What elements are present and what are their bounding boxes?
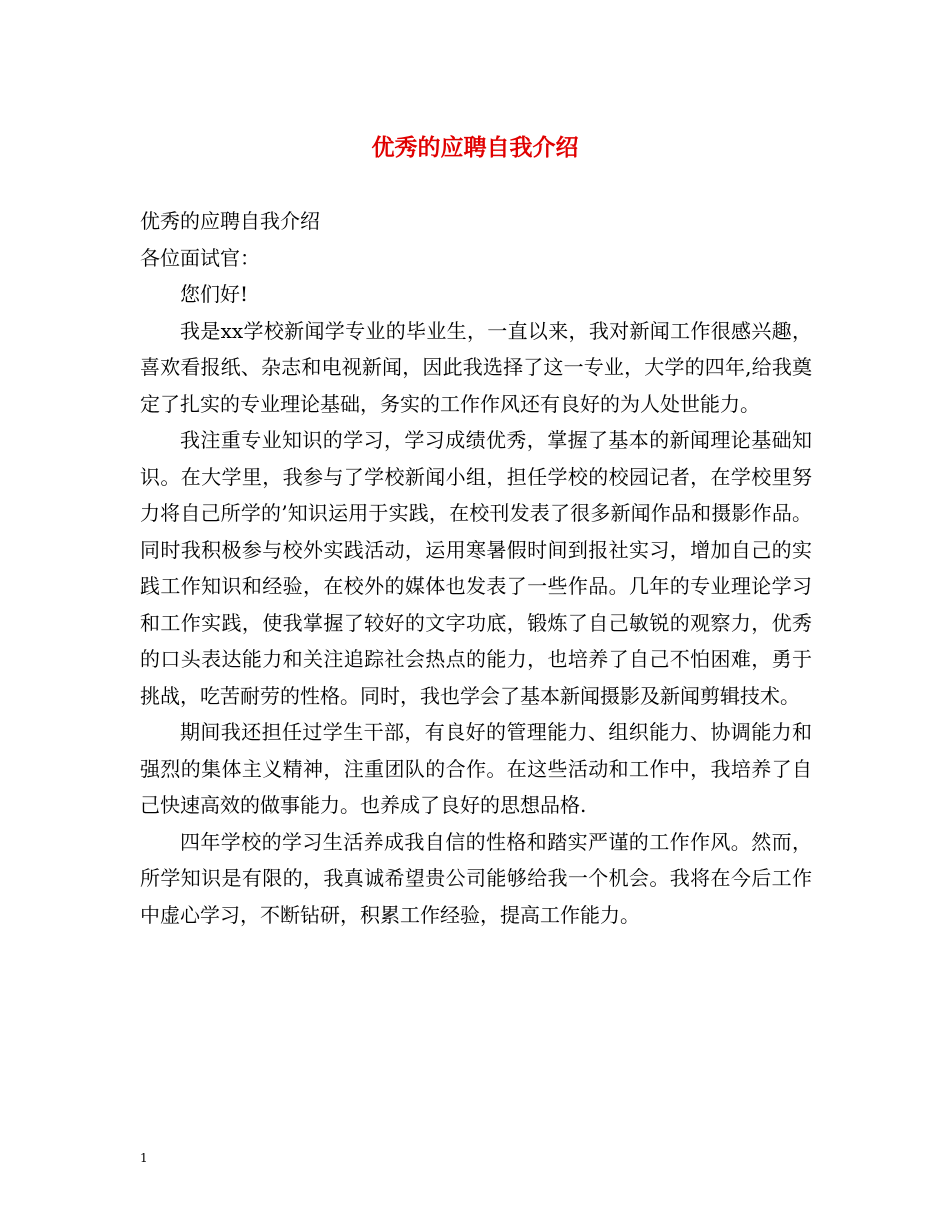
paragraph-1: 我是xx学校新闻学专业的毕业生，一直以来，我对新闻工作很感兴趣，喜欢看报纸、杂志和电视新闻，因此我选择了这一专业，大学的四年,给我奠定了扎实的专业理论基础，务实的工作作风还有良好的为人处世能力。 bbox=[140, 318, 812, 416]
paragraph-4: 四年学校的学习生活养成我自信的性格和踏实严谨的工作作风。然而，所学知识是有限的，我真诚希望贵公司能够给我一个机会。我将在今后工作中虚心学习，不断钻研，积累工作经验，提高工作能力。 bbox=[140, 829, 812, 927]
greeting: 您们好! bbox=[180, 282, 249, 306]
paragraph-2: 我注重专业知识的学习，学习成绩优秀，掌握了基本的新闻理论基础知识。在大学里，我参与了学校新闻小组，担任学校的校园记者，在学校里努力将自己所学的’知识运用于实践，在校刊发表了很多新闻作品和摄影作品。同时我积极参与校外实践活动，运用寒暑假时间到报社实习，增加自己的实践工作知识和经验，在校外的媒体也发表了一些作品。几年的专业理论学习和工作实践，使我掌握了较好的文字功底，锻炼了自己敏锐的观察力，优秀的口头表达能力和关注追踪社会热点的能力，也培养了自己不怕困难，勇于挑战，吃苦耐劳的性格。同时，我也学会了基本新闻摄影及新闻剪辑技术。 bbox=[140, 428, 812, 708]
page-number: 1 bbox=[140, 1151, 148, 1165]
paragraph-3: 期间我还担任过学生干部，有良好的管理能力、组织能力、协调能力和强烈的集体主义精神，注重团队的合作。在这些活动和工作中，我培养了自己快速高效的做事能力。也养成了良好的思想品格. bbox=[140, 720, 812, 817]
subtitle: 优秀的应聘自我介绍 bbox=[140, 209, 320, 233]
salutation: 各位面试官： bbox=[140, 245, 260, 270]
document-body bbox=[140, 203, 812, 933]
document-title: 优秀的应聘自我介绍 bbox=[371, 134, 579, 161]
